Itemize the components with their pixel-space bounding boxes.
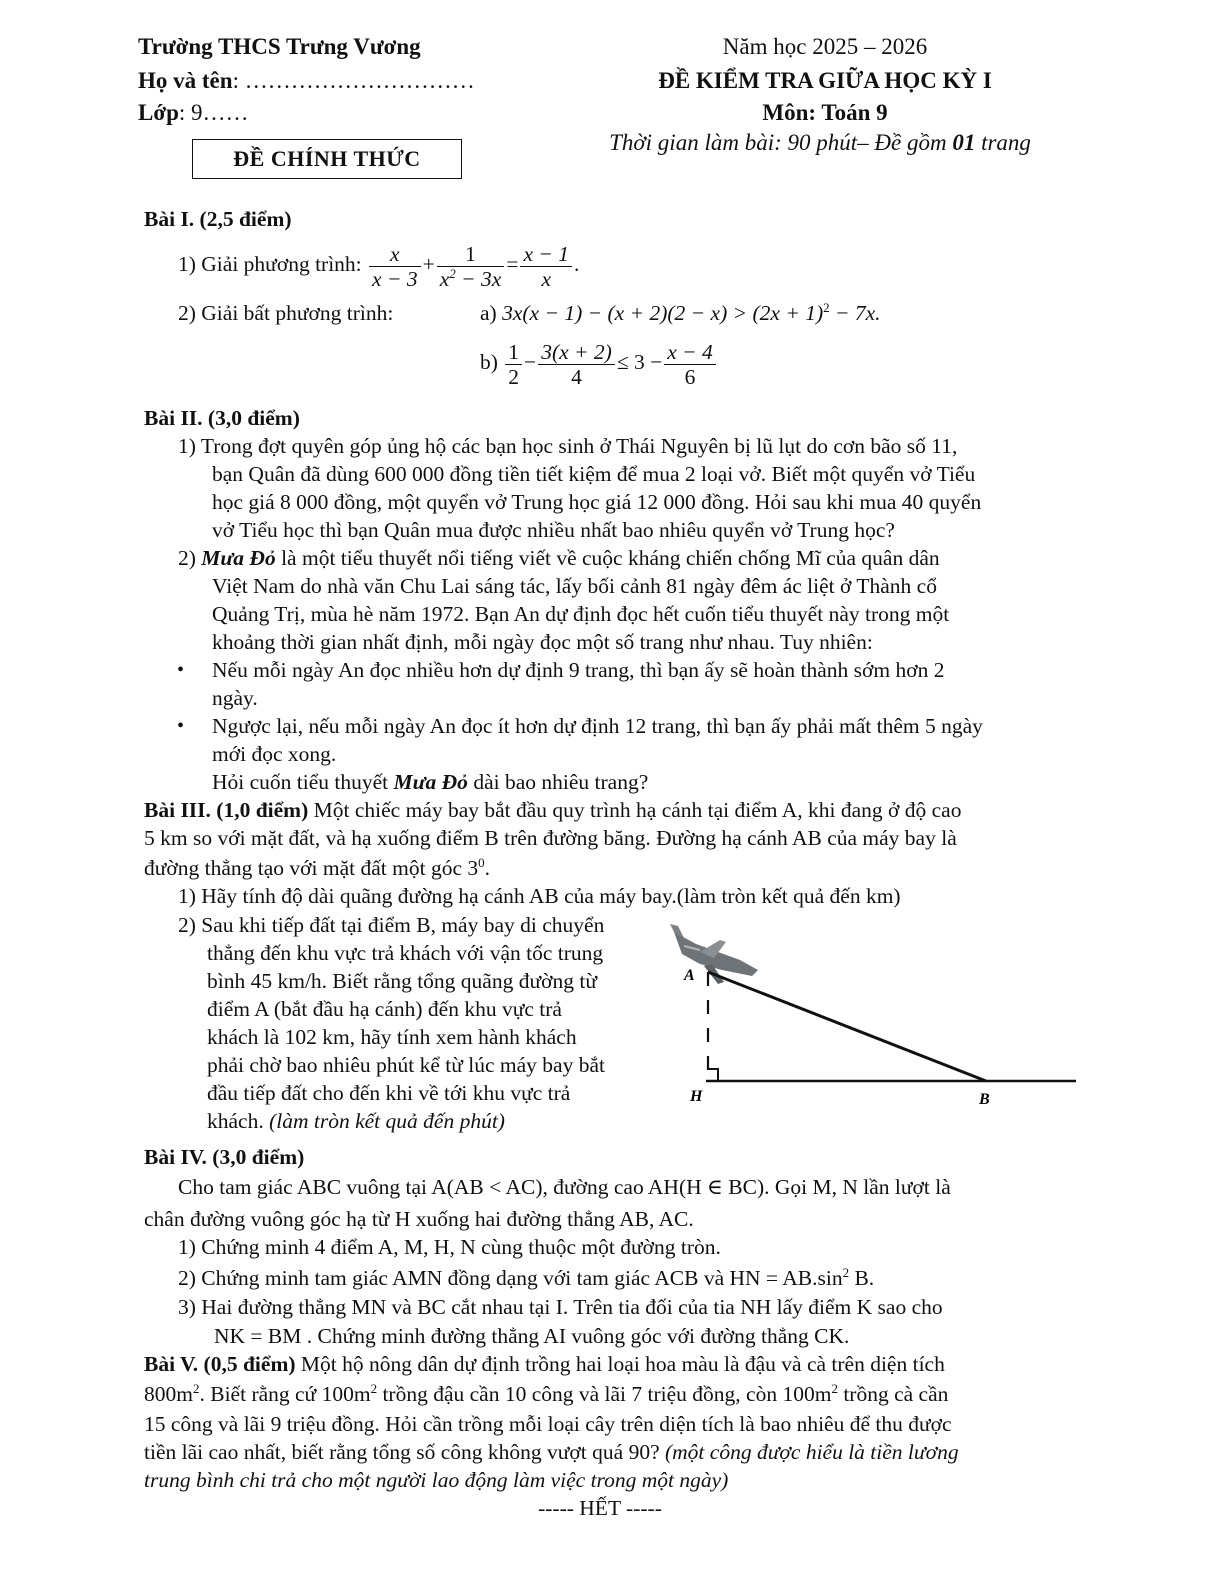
bai3-q2-line: khách là 102 km, hãy tính xem hành khách xyxy=(207,1025,577,1049)
subject: Môn: Toán 9 xyxy=(762,100,888,125)
bai3-q2-line: điểm A (bắt đầu hạ cánh) đến khu vực trả xyxy=(207,997,562,1021)
bullet-dot: • xyxy=(177,715,185,737)
bai2-p1-line: học giá 8 000 đồng, một quyển vở Trung học giá 12 000 đồng. Hỏi sau khi mua 40 quyển xyxy=(212,490,982,514)
bai3-q2-line: phải chờ bao nhiêu phút kể từ lúc máy bay bắt xyxy=(207,1053,605,1077)
bai4-title: Bài IV. (3,0 điểm) xyxy=(144,1145,305,1169)
fraction: $\frac{x}{x - 3}$ xyxy=(369,242,421,291)
bai3-q2-line: 2) Sau khi tiếp đất tại điểm B, máy bay di chuyển xyxy=(178,913,605,937)
fraction: $\frac{3(x + 2)}{4}$ xyxy=(538,340,615,389)
bai2-bullet1: Nếu mỗi ngày An đọc nhiều hơn dự định 9 trang, thì bạn ấy sẽ hoàn thành sớm hơn 2 xyxy=(212,658,945,682)
bai3-q2-line: khách. (làm tròn kết quả đến phút) xyxy=(207,1109,505,1133)
bai2-bullet2: mới đọc xong. xyxy=(212,742,337,766)
label-A: A xyxy=(684,967,695,984)
bai4-q3: NK = BM . Chứng minh đường thẳng AI vuông góc với đường thẳng CK. xyxy=(214,1324,850,1348)
class-label: Lớp xyxy=(138,100,179,125)
fraction: $\frac{1}{x^2 - 3x}$ xyxy=(437,242,505,291)
bai1-q2b: b) $\frac{1}{2}$ − $\frac{3(x + 2)}{4}$ ≤ 3 − $\frac{x - 4}{6}$ xyxy=(480,334,718,390)
bai5-line: Bài V. (0,5 điểm) Một hộ nông dân dự định trồng hai loại hoa màu là đậu và cà trên diện tích xyxy=(144,1352,945,1376)
label-B: B xyxy=(979,1091,990,1108)
official-badge: ĐỀ CHÍNH THỨC xyxy=(192,139,462,179)
bai3-q2-line: đầu tiếp đất cho đến khi về tới khu vực trả xyxy=(207,1081,571,1105)
page-count: 01 xyxy=(952,130,976,155)
landing-path xyxy=(708,972,986,1081)
bai5-line: trung bình chi trả cho một người lao động làm việc trong một ngày) xyxy=(144,1468,729,1492)
bai2-p1-line: vở Tiểu học thì bạn Quân mua được nhiều nhất bao nhiêu quyển vở Trung học? xyxy=(212,518,895,542)
exam-title: ĐỀ KIỂM TRA GIỮA HỌC KỲ I xyxy=(658,68,992,93)
class-value: : 9…… xyxy=(178,100,249,125)
bai2-p1-line: 1) Trong đợt quyên góp ủng hộ các bạn học sinh ở Thái Nguyên bị lũ lụt do cơn bão số 11, xyxy=(178,434,958,458)
label-H: H xyxy=(690,1088,703,1105)
bai1-q2: 2) Giải bất phương trình: xyxy=(178,301,394,325)
bullet-dot: • xyxy=(177,659,185,681)
bai3-line: đường thẳng tạo với mặt đất một góc $3^0$. xyxy=(144,854,491,880)
bai4-line: Cho tam giác ABC vuông tại A(AB < AC), đường cao AH(H ∈ BC). Gọi M, N lần lượt là xyxy=(178,1175,951,1199)
bai4-q1: 1) Chứng minh 4 điểm A, M, H, N cùng thuộc một đường tròn. xyxy=(178,1235,721,1259)
bai3-title: Bài III. (1,0 điểm) xyxy=(144,798,309,822)
page-word: trang xyxy=(981,130,1031,155)
bai3-line: Bài III. (1,0 điểm) Một chiếc máy bay bắt đầu quy trình hạ cánh tại điểm A, khi đang ở độ cao xyxy=(144,798,962,822)
bai2-bullet1: ngày. xyxy=(212,686,258,710)
bai1-q1: 1) Giải phương trình: $\frac{x}{x - 3}$ + $\frac{1}{x^2 - 3x}$ = $\frac{x - 1}{x}$ . xyxy=(178,241,580,291)
bai2-p2-line: Quảng Trị, mùa hè năm 1972. Bạn An dự định đọc hết cuốn tiểu thuyết này trong một xyxy=(212,602,950,626)
bai3-q2-line: bình 45 km/h. Biết rằng tổng quãng đường từ xyxy=(207,969,597,993)
name-label: Họ và tên xyxy=(138,68,233,93)
bai2-question: Hỏi cuốn tiểu thuyết Mưa Đỏ dài bao nhiêu trang? xyxy=(212,770,649,794)
bai2-bullet2: Ngược lại, nếu mỗi ngày An đọc ít hơn dự định 12 trang, thì bạn ấy phải mất thêm 5 ngày xyxy=(212,714,983,738)
bai2-p1-line: bạn Quân đã dùng 600 000 đồng tiền tiết kiệm để mua 2 loại vở. Biết một quyển vở Tiểu xyxy=(212,462,976,486)
book-title: Mưa Đỏ xyxy=(201,546,276,570)
bai5-title: Bài V. (0,5 điểm) xyxy=(144,1352,296,1376)
class-line xyxy=(138,100,249,126)
right-angle-mark xyxy=(708,1069,718,1081)
school-year: Năm học 2025 – 2026 xyxy=(722,34,928,59)
end-marker: ----- HẾT ----- xyxy=(538,1496,662,1520)
bai5-line: $800m^2$. Biết rằng cứ $100m^2$ trồng đậu cần 10 công và lãi 7 triệu đồng, còn $100m^2$ trồng cà cần xyxy=(144,1380,949,1406)
bai3-line: 5 km so với mặt đất, và hạ xuống điểm B trên đường băng. Đường hạ cánh AB của máy bay là xyxy=(144,826,957,850)
bai4-q3: 3) Hai đường thẳng MN và BC cắt nhau tại I. Trên tia đối của tia NH lấy điểm K sao cho xyxy=(178,1295,943,1319)
bai2-p2-line: khoảng thời gian nhất định, mỗi ngày đọc một số trang như nhau. Tuy nhiên: xyxy=(212,630,873,654)
exam-time xyxy=(575,130,1065,156)
bai4-line: chân đường vuông góc hạ từ H xuống hai đường thẳng AB, AC. xyxy=(144,1207,694,1231)
fraction: $\frac{1}{2}$ xyxy=(505,340,522,389)
bai1-q2a: a) $3x(x - 1) - (x + 2)(2 - x) > (2x + 1)^2 - 7x$. xyxy=(480,299,881,325)
bai2-title: Bài II. (3,0 điểm) xyxy=(144,406,300,430)
name-blank: : ………………………… xyxy=(232,68,475,93)
landing-diagram xyxy=(660,920,1090,1120)
bai4-q2: 2) Chứng minh tam giác AMN đồng dạng với tam giác ACB và HN = $AB.\sin^2$ B. xyxy=(178,1264,875,1290)
time-text: Thời gian làm bài: 90 phút– Đề gồm xyxy=(609,130,947,155)
school-name: Trường THCS Trưng Vương xyxy=(138,34,421,59)
bai1-title: Bài I. (2,5 điểm) xyxy=(144,207,292,231)
bai5-line: tiền lãi cao nhất, biết rằng tổng số công không vượt quá 90? (một công được hiểu là tiền lương xyxy=(144,1440,959,1464)
student-name-line xyxy=(138,68,475,94)
bai5-line: 15 công và lãi 9 triệu đồng. Hỏi cần trồng mỗi loại cây trên diện tích là bao nhiêu để thu được xyxy=(144,1412,952,1436)
bai2-p2-line: Việt Nam do nhà văn Chu Lai sáng tác, lấy bối cảnh 81 ngày đêm ác liệt ở Thành cổ xyxy=(212,574,937,598)
fraction: $\frac{x - 4}{6}$ xyxy=(664,340,716,389)
bai3-q2-line: thẳng đến khu vực trả khách với vận tốc trung xyxy=(207,941,604,965)
fraction: $\frac{x - 1}{x}$ xyxy=(520,242,572,291)
bai2-p2-line: 2) Mưa Đỏ là một tiểu thuyết nổi tiếng viết về cuộc kháng chiến chống Mĩ của quân dân xyxy=(178,546,940,570)
bai3-q1: 1) Hãy tính độ dài quãng đường hạ cánh AB của máy bay.(làm tròn kết quả đến km) xyxy=(178,884,901,908)
